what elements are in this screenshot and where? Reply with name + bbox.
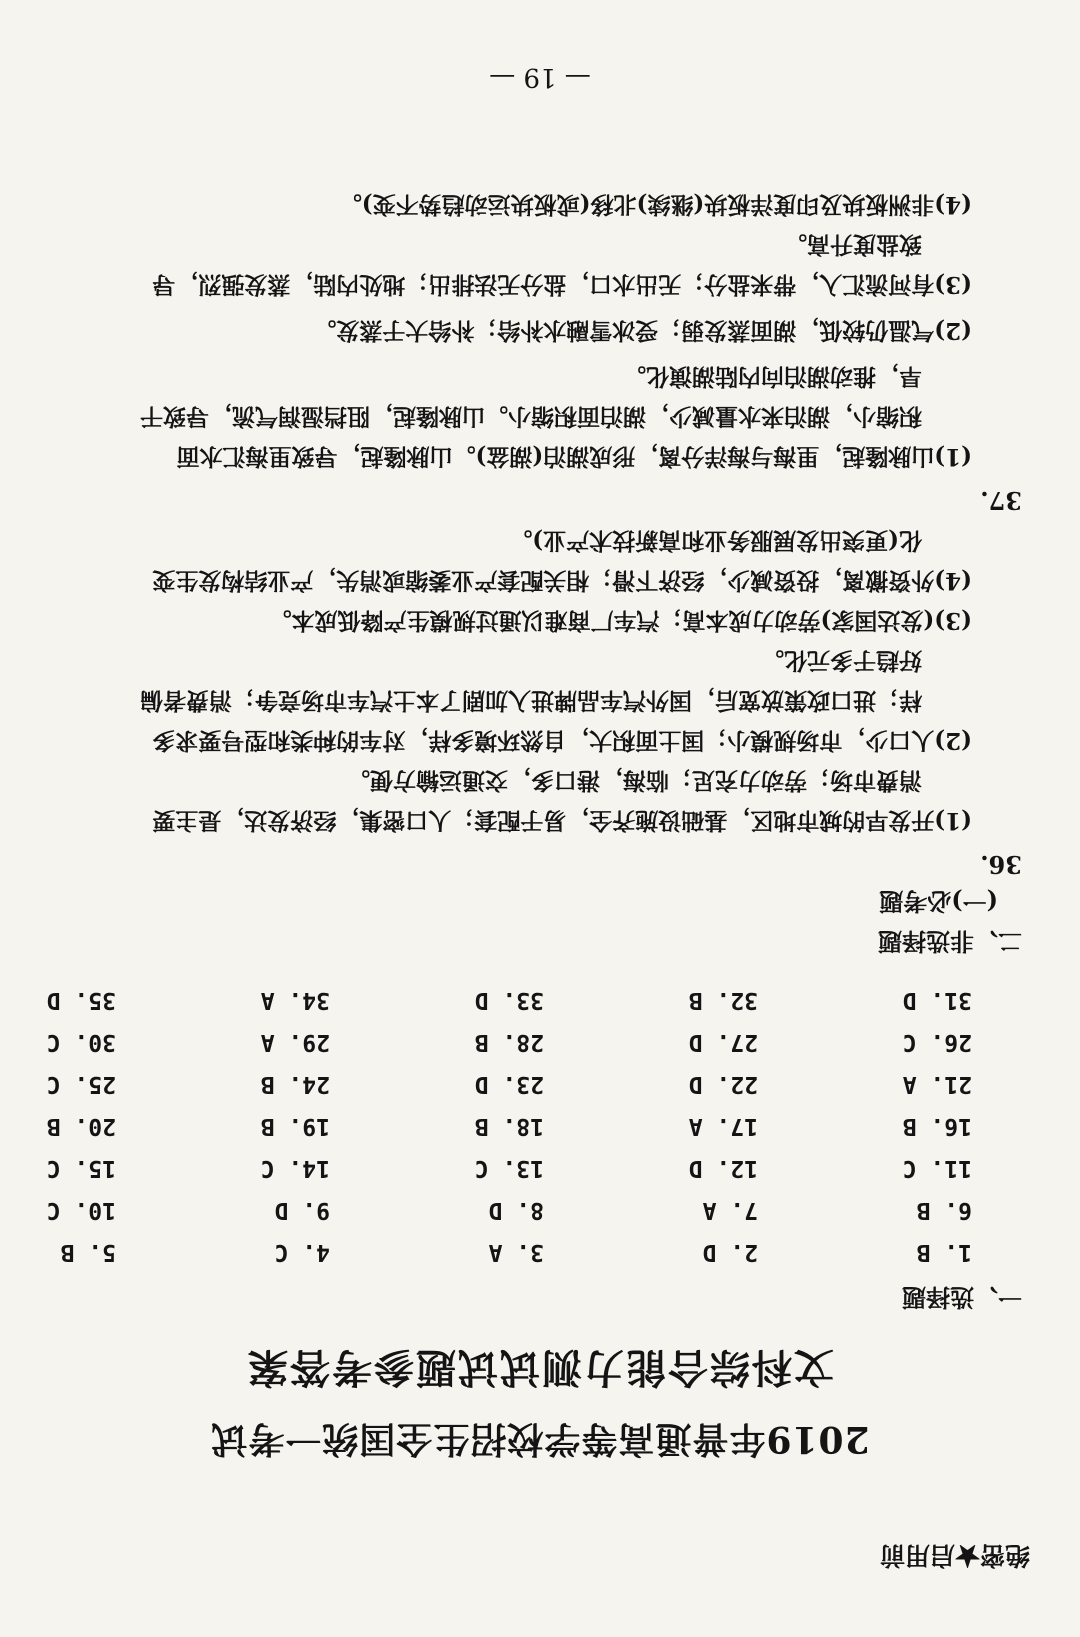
answer-line: (1)山脉隆起，里海与海洋分离，形成湖泊(湖盆)。山脉隆起，导致里海汇水面 — [176, 443, 972, 470]
answer-item: 10. C — [46, 1197, 116, 1223]
answer-item: 26. C — [902, 1029, 972, 1055]
answer-line: (4)非洲板块及印度洋板块(继续)北移(或板块运动趋势不变)。 — [338, 191, 972, 218]
question-number-37: 37. — [980, 486, 1022, 515]
answer-line: 好趋于多元化。 — [761, 647, 922, 674]
answer-item: 25. C — [46, 1071, 116, 1097]
answer-line: 积缩小，湖泊来水量减少，湖泊面积缩小。山脉隆起，阻挡湿润气流，导致干 — [140, 403, 922, 430]
answer-line: (3)有河流汇入，带来盐分；无出水口，盐分无法排出；地处内陆，蒸发强烈，导 — [152, 271, 972, 298]
answer-item: 28. B — [474, 1029, 544, 1055]
confidential-label: 绝密★启用前 — [879, 1541, 1030, 1570]
answer-item: 13. C — [474, 1155, 544, 1181]
answer-item: 16. B — [902, 1113, 972, 1139]
answer-row — [0, 1071, 972, 1097]
answer-item: 30. C — [46, 1029, 116, 1055]
answer-item: 22. D — [688, 1071, 758, 1097]
document-title: 2019年普通高等学校招生全国统一考试 — [210, 1418, 870, 1460]
answer-line: (2)人口少，市场规模小；国土面积大，自然环境多样，对车的种类和型号要求多 — [152, 727, 972, 754]
answer-line: 旱，推动湖泊向内陆湖演化。 — [623, 363, 922, 390]
answer-item: 3. A — [488, 1239, 544, 1265]
answer-item: 33. D — [474, 987, 544, 1013]
answer-row — [0, 1197, 972, 1223]
answer-item: 12. D — [688, 1155, 758, 1181]
answer-line: (2)气温仍较低，湖面蒸发弱；受冰雪融水补给；补给大于蒸发。 — [313, 317, 972, 344]
answer-item: 23. D — [474, 1071, 544, 1097]
answer-item: 24. B — [260, 1071, 330, 1097]
answer-line: 致盐度升高。 — [784, 231, 922, 258]
answer-line: (3)(发达国家)劳动力成本高；汽车厂商难以通过规模生产降低成本。 — [268, 607, 972, 634]
page-number: — 19 — — [489, 62, 591, 92]
answer-item: 4. C — [274, 1239, 330, 1265]
answer-item: 11. C — [902, 1155, 972, 1181]
answer-item: 17. A — [688, 1113, 758, 1139]
answer-row — [0, 1155, 972, 1181]
answer-item: 27. D — [688, 1029, 758, 1055]
answer-item: 14. C — [260, 1155, 330, 1181]
section-heading-non-choice: 二、非选择题 — [878, 927, 1022, 956]
answer-item: 7. A — [702, 1197, 758, 1223]
answer-row — [0, 1239, 972, 1265]
answer-item: 21. A — [902, 1071, 972, 1097]
answer-line: 化(更突出发展服务业和高新技术产业)。 — [509, 527, 922, 554]
answer-item: 8. D — [488, 1197, 544, 1223]
answer-item: 19. B — [260, 1113, 330, 1139]
answer-line: (4)外资撤离，投资减少，经济下滑；相关配套产业萎缩或消失，产业结构发生变 — [152, 567, 972, 594]
answer-item: 31. D — [902, 987, 972, 1013]
answer-item: 32. B — [688, 987, 758, 1013]
answer-item: 2. D — [702, 1239, 758, 1265]
answer-row — [0, 987, 972, 1013]
answer-item: 15. C — [46, 1155, 116, 1181]
answer-line: 消费市场；劳动力充足；临海，港口多，交通运输方便。 — [347, 767, 922, 794]
answer-line: (1)开发早的城市地区，基础设施齐全，易于配套；人口密集，经济发达，是主要 — [152, 807, 972, 834]
document-subtitle: 文科综合能力测试试题参考答案 — [246, 1344, 834, 1391]
answer-item: 1. B — [916, 1239, 972, 1265]
answer-item: 5. B — [60, 1239, 116, 1265]
answer-item: 29. A — [260, 1029, 330, 1055]
answer-row — [0, 1029, 972, 1055]
question-number-36: 36. — [980, 850, 1022, 879]
answer-line: 样；进口政策放宽后，国外汽车品牌进入加剧了本土汽车市场竞争；消费者偏 — [140, 687, 922, 714]
answer-item: 35. D — [46, 987, 116, 1013]
answer-item: 34. A — [260, 987, 330, 1013]
section-heading-multiple-choice: 一、选择题 — [902, 1283, 1022, 1312]
answer-item: 18. B — [474, 1113, 544, 1139]
answer-row — [0, 1113, 972, 1139]
answer-item: 9. D — [274, 1197, 330, 1223]
answer-item: 20. B — [46, 1113, 116, 1139]
answer-item: 6. B — [916, 1197, 972, 1223]
subsection-heading-required: (一)必考题 — [879, 887, 998, 916]
